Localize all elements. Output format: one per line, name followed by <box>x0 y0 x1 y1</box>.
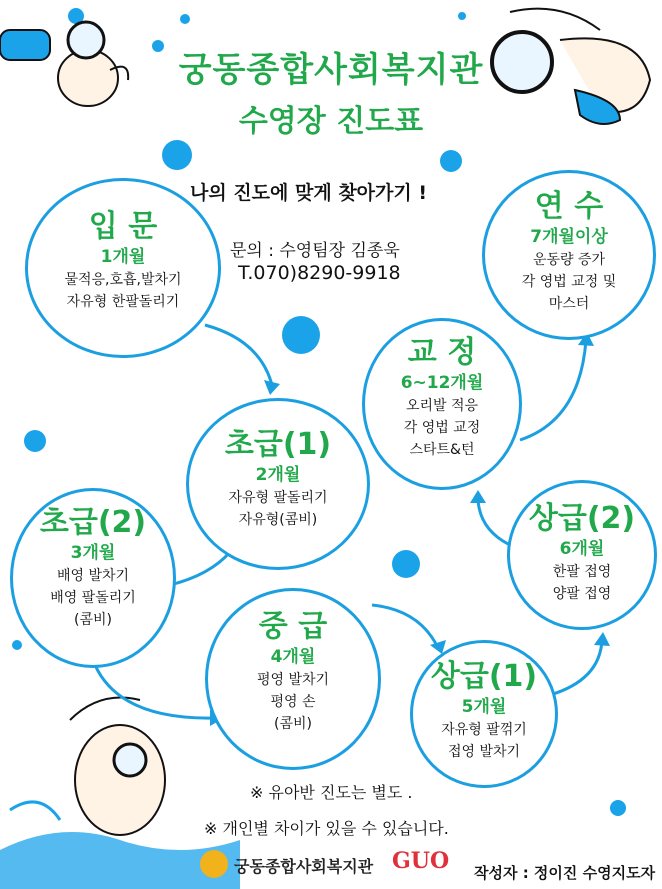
arrowhead <box>264 380 280 395</box>
stage-desc-line: 자유형(콤비) <box>238 512 318 528</box>
arrow-3-to-4 <box>95 665 215 718</box>
stage-desc-line: 마스터 <box>548 296 590 312</box>
stage-duration: 4개월 <box>270 647 316 667</box>
stage-desc-line: 배영 발차기 <box>56 568 130 584</box>
contact-phone: T.070)8290-9918 <box>238 262 401 284</box>
stage-duration: 3개월 <box>70 543 116 563</box>
page-subtitle: 수영장 진도표 <box>238 104 424 139</box>
stage-duration: 2개월 <box>255 465 301 485</box>
author-credit: 작성자 : 정이진 수영지도자 <box>474 864 656 882</box>
stage-duration: 1개월 <box>100 247 146 267</box>
stage-beginner-1 <box>186 398 370 570</box>
arrowhead <box>594 632 610 646</box>
arrow-5-to-6 <box>550 640 602 695</box>
stage-desc-line: 운동량 증가 <box>532 252 606 268</box>
org-logo-icon <box>200 850 228 878</box>
stage-desc-line: 자유형 팔꺾기 <box>441 722 527 738</box>
stage-name: 초급(1) <box>224 427 332 462</box>
stage-name: 초급(2) <box>39 505 147 540</box>
stage-name: 상급(1) <box>430 659 538 694</box>
stage-name: 상급(2) <box>528 501 636 536</box>
stage-desc-line: 각 영법 교정 <box>403 420 481 436</box>
stage-desc-line: 평영 손 <box>270 694 316 710</box>
stage-duration: 5개월 <box>461 697 507 717</box>
stage-entry <box>25 178 221 358</box>
stage-desc-line: 한팔 접영 <box>552 564 612 580</box>
arrow-4-to-5 <box>372 605 438 648</box>
stage-beginner-2 <box>10 488 176 668</box>
stage-name: 교 정 <box>407 335 477 370</box>
stage-desc-line: 자유형 팔돌리기 <box>228 490 328 506</box>
arrow-2-to-3 <box>170 552 230 585</box>
stage-correction <box>362 318 522 490</box>
stage-desc-line: (콤비) <box>274 716 312 732</box>
stage-desc-line: 스타트&턴 <box>409 442 475 458</box>
stage-duration: 7개월이상 <box>530 227 608 247</box>
stage-advanced-1 <box>410 640 558 788</box>
org-logo-text: GUO <box>392 848 450 874</box>
stage-desc-line: 접영 발차기 <box>447 744 521 760</box>
page-title: 궁동종합사회복지관 <box>178 50 484 90</box>
stage-desc-line: 오리발 적응 <box>405 398 479 414</box>
arrow-1-to-2 <box>205 325 272 385</box>
stage-desc-line: 자유형 한팔돌리기 <box>66 294 180 310</box>
org-name: 궁동종합사회복지관 <box>234 857 374 876</box>
note-line: ※ 유아반 진도는 별도 . <box>250 783 413 802</box>
stage-desc-line: (콤비) <box>74 612 112 628</box>
stage-desc-line: 양팔 접영 <box>552 586 612 602</box>
stage-name: 중 급 <box>258 609 328 644</box>
stage-name: 입 문 <box>88 209 158 244</box>
stage-desc-line: 배영 팔돌리기 <box>50 590 136 606</box>
note-line: ※ 개인별 차이가 있을 수 있습니다. <box>204 819 449 838</box>
stage-desc-line: 평영 발차기 <box>256 672 330 688</box>
stage-duration: 6~12개월 <box>400 373 484 393</box>
stage-intermediate <box>205 588 381 770</box>
stage-name: 연 수 <box>534 189 604 224</box>
arrowhead <box>470 490 486 503</box>
stage-advanced-2 <box>507 480 657 630</box>
stage-desc-line: 각 영법 교정 및 <box>521 274 617 290</box>
tagline: 나의 진도에 맞게 찾아가기 ! <box>190 182 428 204</box>
stage-training <box>482 170 656 340</box>
arrow-6-to-7 <box>478 500 510 545</box>
stage-desc-line: 물적응,호흡,발차기 <box>64 272 182 288</box>
arrow-7-to-8 <box>520 340 586 440</box>
contact-line: 문의 : 수영팀장 김종욱 <box>230 241 400 261</box>
stage-duration: 6개월 <box>559 539 605 559</box>
